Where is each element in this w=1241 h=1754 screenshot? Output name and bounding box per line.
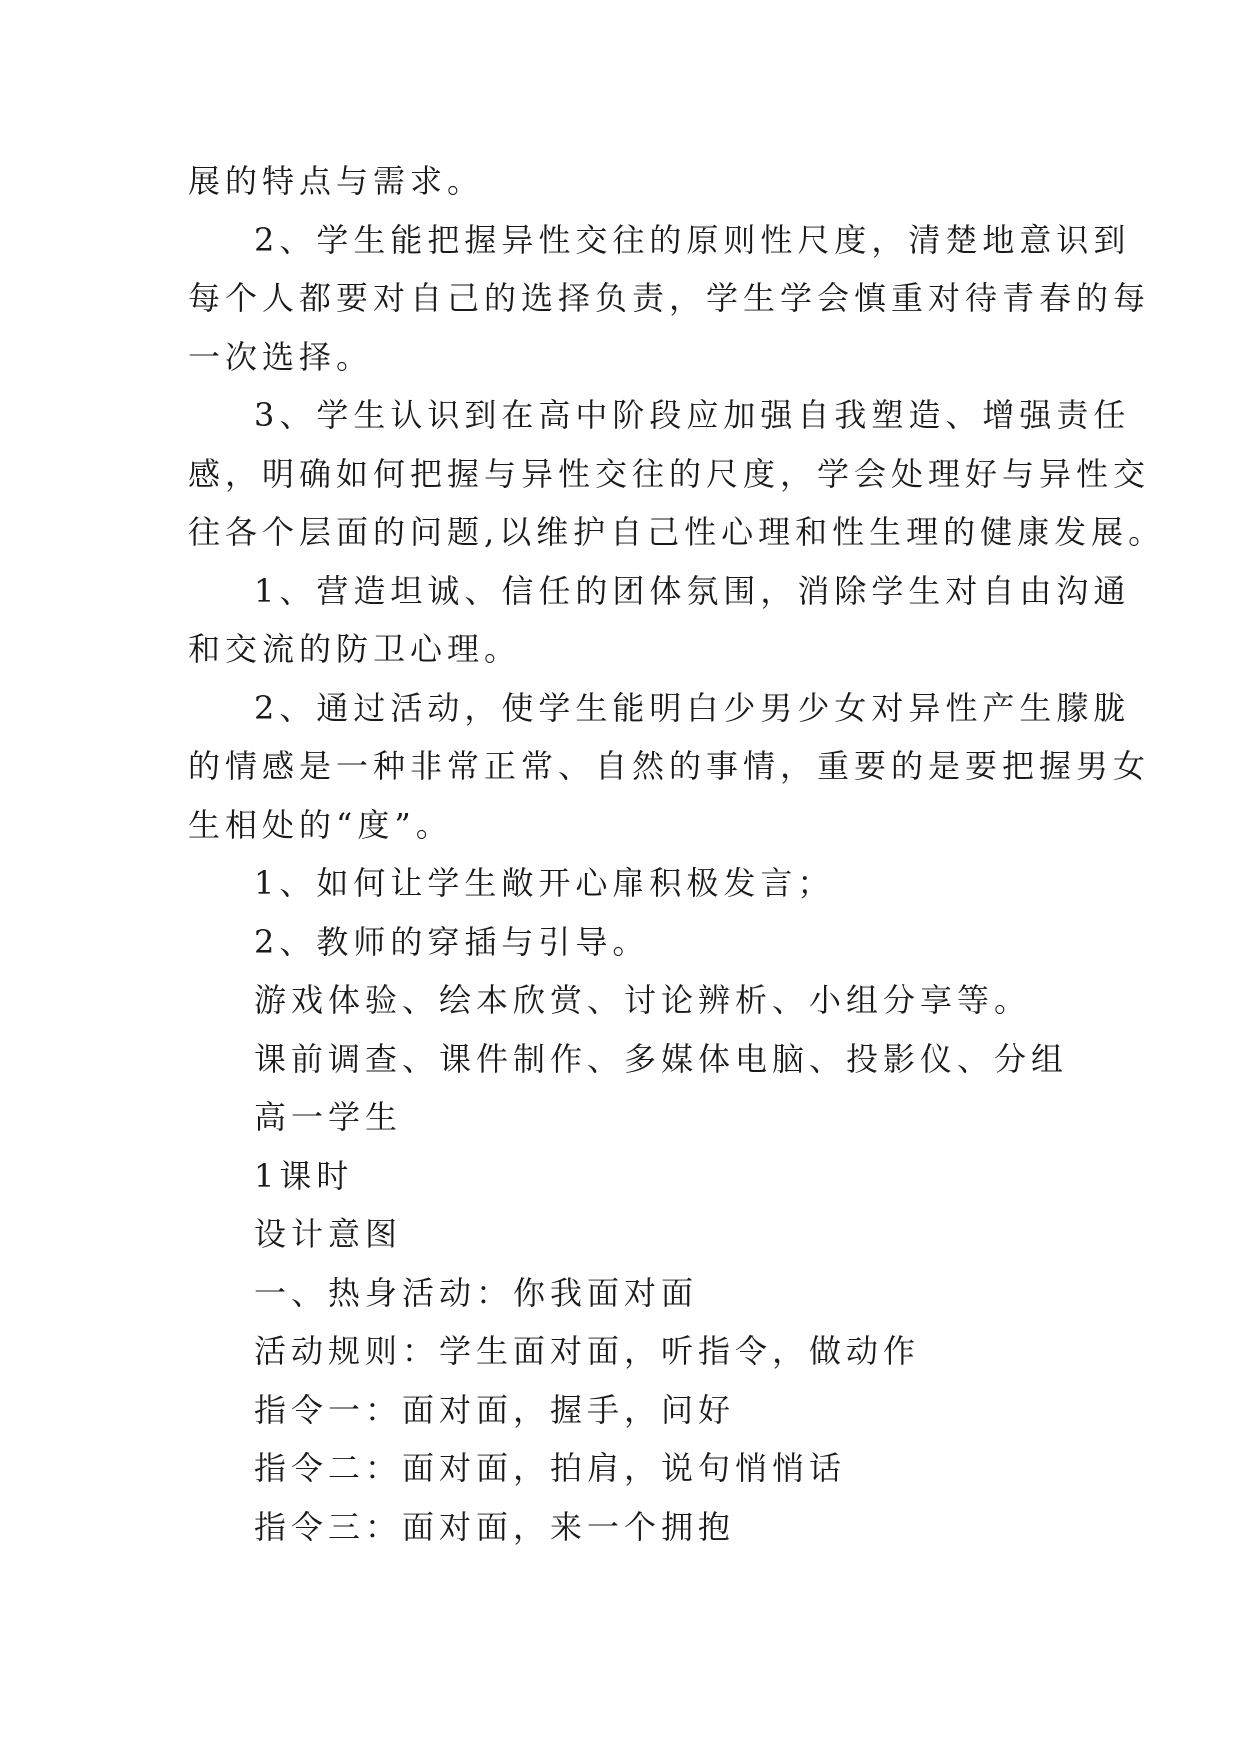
paragraph-line: 课前调查、课件制作、多媒体电脑、投影仪、分组 <box>254 1039 1069 1078</box>
paragraph-line: 游戏体验、绘本欣赏、讨论辨析、小组分享等。 <box>254 981 1032 1019</box>
paragraph-line: 往各个层面的问题,以维护自己性心理和性生理的健康发展。 <box>188 513 1166 551</box>
paragraph-line: 感，明确如何把握与异性交往的尺度，学会处理好与异性交 <box>188 454 1151 493</box>
paragraph-line: 活动规则：学生面对面，听指令，做动作 <box>254 1332 921 1370</box>
paragraph-line: 指令二：面对面，拍肩，说句悄悄话 <box>254 1449 847 1487</box>
paragraph-line: 指令三：面对面，来一个拥抱 <box>254 1507 736 1546</box>
paragraph-line: 2、学生能把握异性交往的原则性尺度，清楚地意识到 <box>254 220 1131 259</box>
paragraph-line: 生相处的“度”。 <box>188 805 453 844</box>
paragraph-line: 2、通过活动，使学生能明白少男少女对异性产生朦胧 <box>254 688 1131 727</box>
paragraph-line: 一次选择。 <box>188 337 374 376</box>
paragraph-line: 1、营造坦诚、信任的团体氛围，消除学生对自由沟通 <box>254 571 1131 610</box>
paragraph-line: 展的特点与需求。 <box>188 162 485 200</box>
paragraph-line: 2、教师的穿插与引导。 <box>254 922 650 961</box>
paragraph-line: 指令一：面对面，握手，问好 <box>254 1390 736 1429</box>
paragraph-line: 1课时 <box>254 1156 354 1195</box>
paragraph-line: 每个人都要对自己的选择负责，学生学会慎重对待青春的每 <box>188 279 1151 317</box>
paragraph-line: 1、如何让学生敞开心扉积极发言； <box>254 864 835 902</box>
document-body <box>188 152 1166 1556</box>
paragraph-line: 设计意图 <box>254 1215 403 1253</box>
section-heading: 一、热身活动：你我面对面 <box>254 1273 699 1312</box>
paragraph-line: 3、学生认识到在高中阶段应加强自我塑造、增强责任 <box>254 396 1131 434</box>
paragraph-line: 高一学生 <box>254 1098 403 1136</box>
paragraph-line: 和交流的防卫心理。 <box>188 630 522 668</box>
paragraph-line: 的情感是一种非常正常、自然的事情，重要的是要把握男女 <box>188 747 1151 785</box>
